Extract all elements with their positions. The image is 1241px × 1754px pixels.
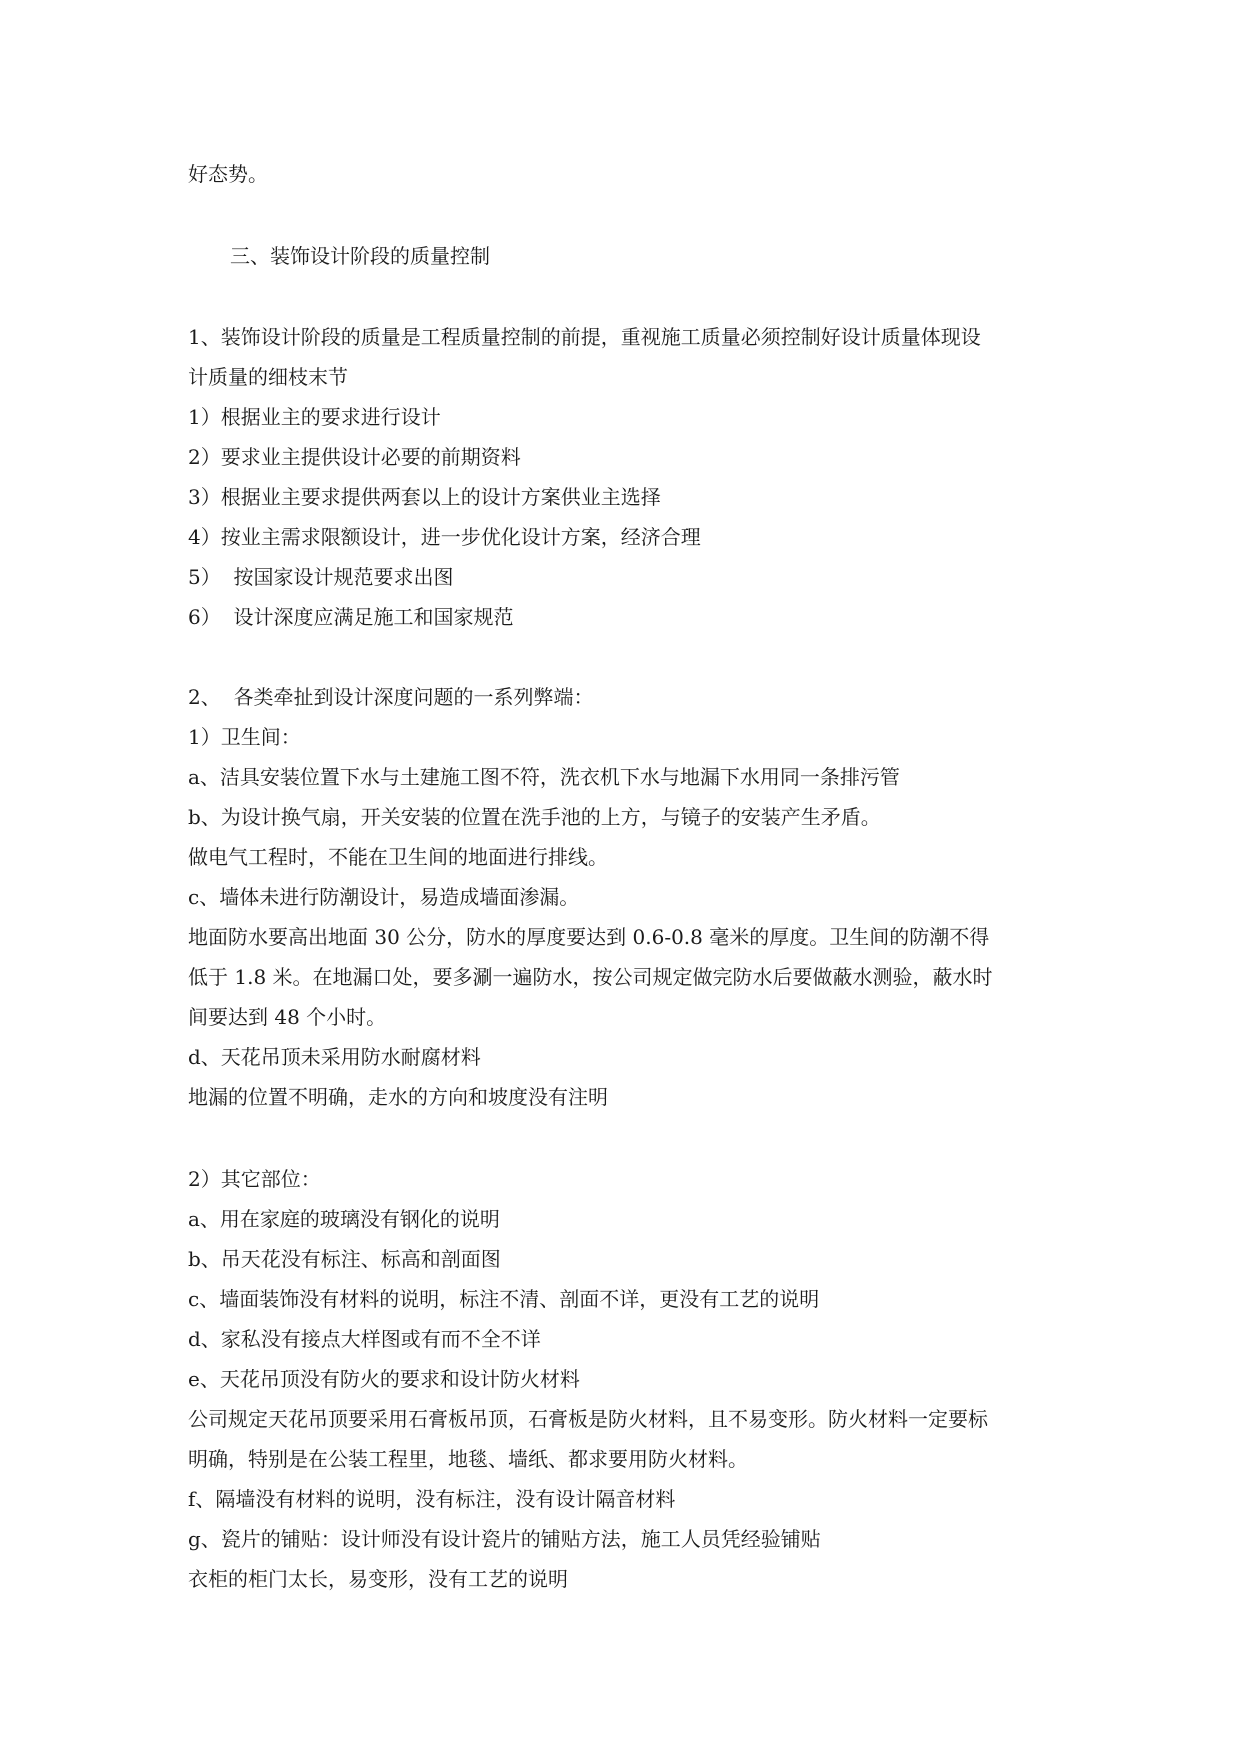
text-line: 公司规定天花吊顶要采用石膏板吊顶，石膏板是防火材料，且不易变形。防火材料一定要标	[188, 1407, 988, 1431]
text-line: 1、装饰设计阶段的质量是工程质量控制的前提，重视施工质量必须控制好设计质量体现设	[188, 325, 981, 349]
list-item: d、家私没有接点大样图或有而不全不详	[188, 1327, 541, 1351]
list-item: 6） 设计深度应满足施工和国家规范	[188, 605, 514, 629]
list-item: a、洁具安装位置下水与土建施工图不符，洗衣机下水与地漏下水用同一条排污管	[188, 765, 900, 789]
list-item: e、天花吊顶没有防火的要求和设计防火材料	[188, 1367, 580, 1391]
list-item: c、墙面装饰没有材料的说明，标注不清、剖面不详，更没有工艺的说明	[188, 1287, 820, 1311]
text-line: 明确，特别是在公装工程里，地毯、墙纸、都求要用防火材料。	[188, 1447, 748, 1471]
list-item: c、墙体未进行防潮设计，易造成墙面渗漏。	[188, 885, 580, 909]
list-item: 2）其它部位：	[188, 1167, 321, 1191]
section-heading: 三、装饰设计阶段的质量控制	[230, 244, 490, 268]
list-item: f、隔墙没有材料的说明，没有标注，没有设计隔音材料	[188, 1487, 676, 1511]
text-line: 低于 1.8 米。在地漏口处，要多涮一遍防水，按公司规定做完防水后要做蔽水测验，蔽水时	[188, 965, 993, 989]
text-line: 地面防水要高出地面 30 公分，防水的厚度要达到 0.6-0.8 毫米的厚度。卫生间的防潮不得	[188, 925, 990, 949]
list-item: 5） 按国家设计规范要求出图	[188, 565, 454, 589]
text-line: 衣柜的柜门太长，易变形，没有工艺的说明	[188, 1567, 568, 1591]
list-item: d、天花吊顶未采用防水耐腐材料	[188, 1045, 481, 1069]
list-item: 1）卫生间：	[188, 725, 301, 749]
list-item: 2）要求业主提供设计必要的前期资料	[188, 445, 521, 469]
text-line: 间要达到 48 个小时。	[188, 1005, 387, 1029]
list-item: b、吊天花没有标注、标高和剖面图	[188, 1247, 501, 1271]
text-line: 地漏的位置不明确，走水的方向和坡度没有注明	[188, 1085, 608, 1109]
list-item: 4）按业主需求限额设计，进一步优化设计方案，经济合理	[188, 525, 701, 549]
subsection-heading: 2、 各类牵扯到设计深度问题的一系列弊端：	[188, 685, 594, 709]
list-item: a、用在家庭的玻璃没有钢化的说明	[188, 1207, 500, 1231]
text-line: 做电气工程时，不能在卫生间的地面进行排线。	[188, 845, 608, 869]
text-line: 计质量的细枝末节	[188, 365, 348, 389]
text-line: 好态势。	[188, 162, 268, 186]
list-item: 1）根据业主的要求进行设计	[188, 405, 441, 429]
list-item: 3）根据业主要求提供两套以上的设计方案供业主选择	[188, 485, 661, 509]
list-item: b、为设计换气扇，开关安装的位置在洗手池的上方，与镜子的安装产生矛盾。	[188, 805, 881, 829]
list-item: g、瓷片的铺贴：设计师没有设计瓷片的铺贴方法，施工人员凭经验铺贴	[188, 1527, 821, 1551]
